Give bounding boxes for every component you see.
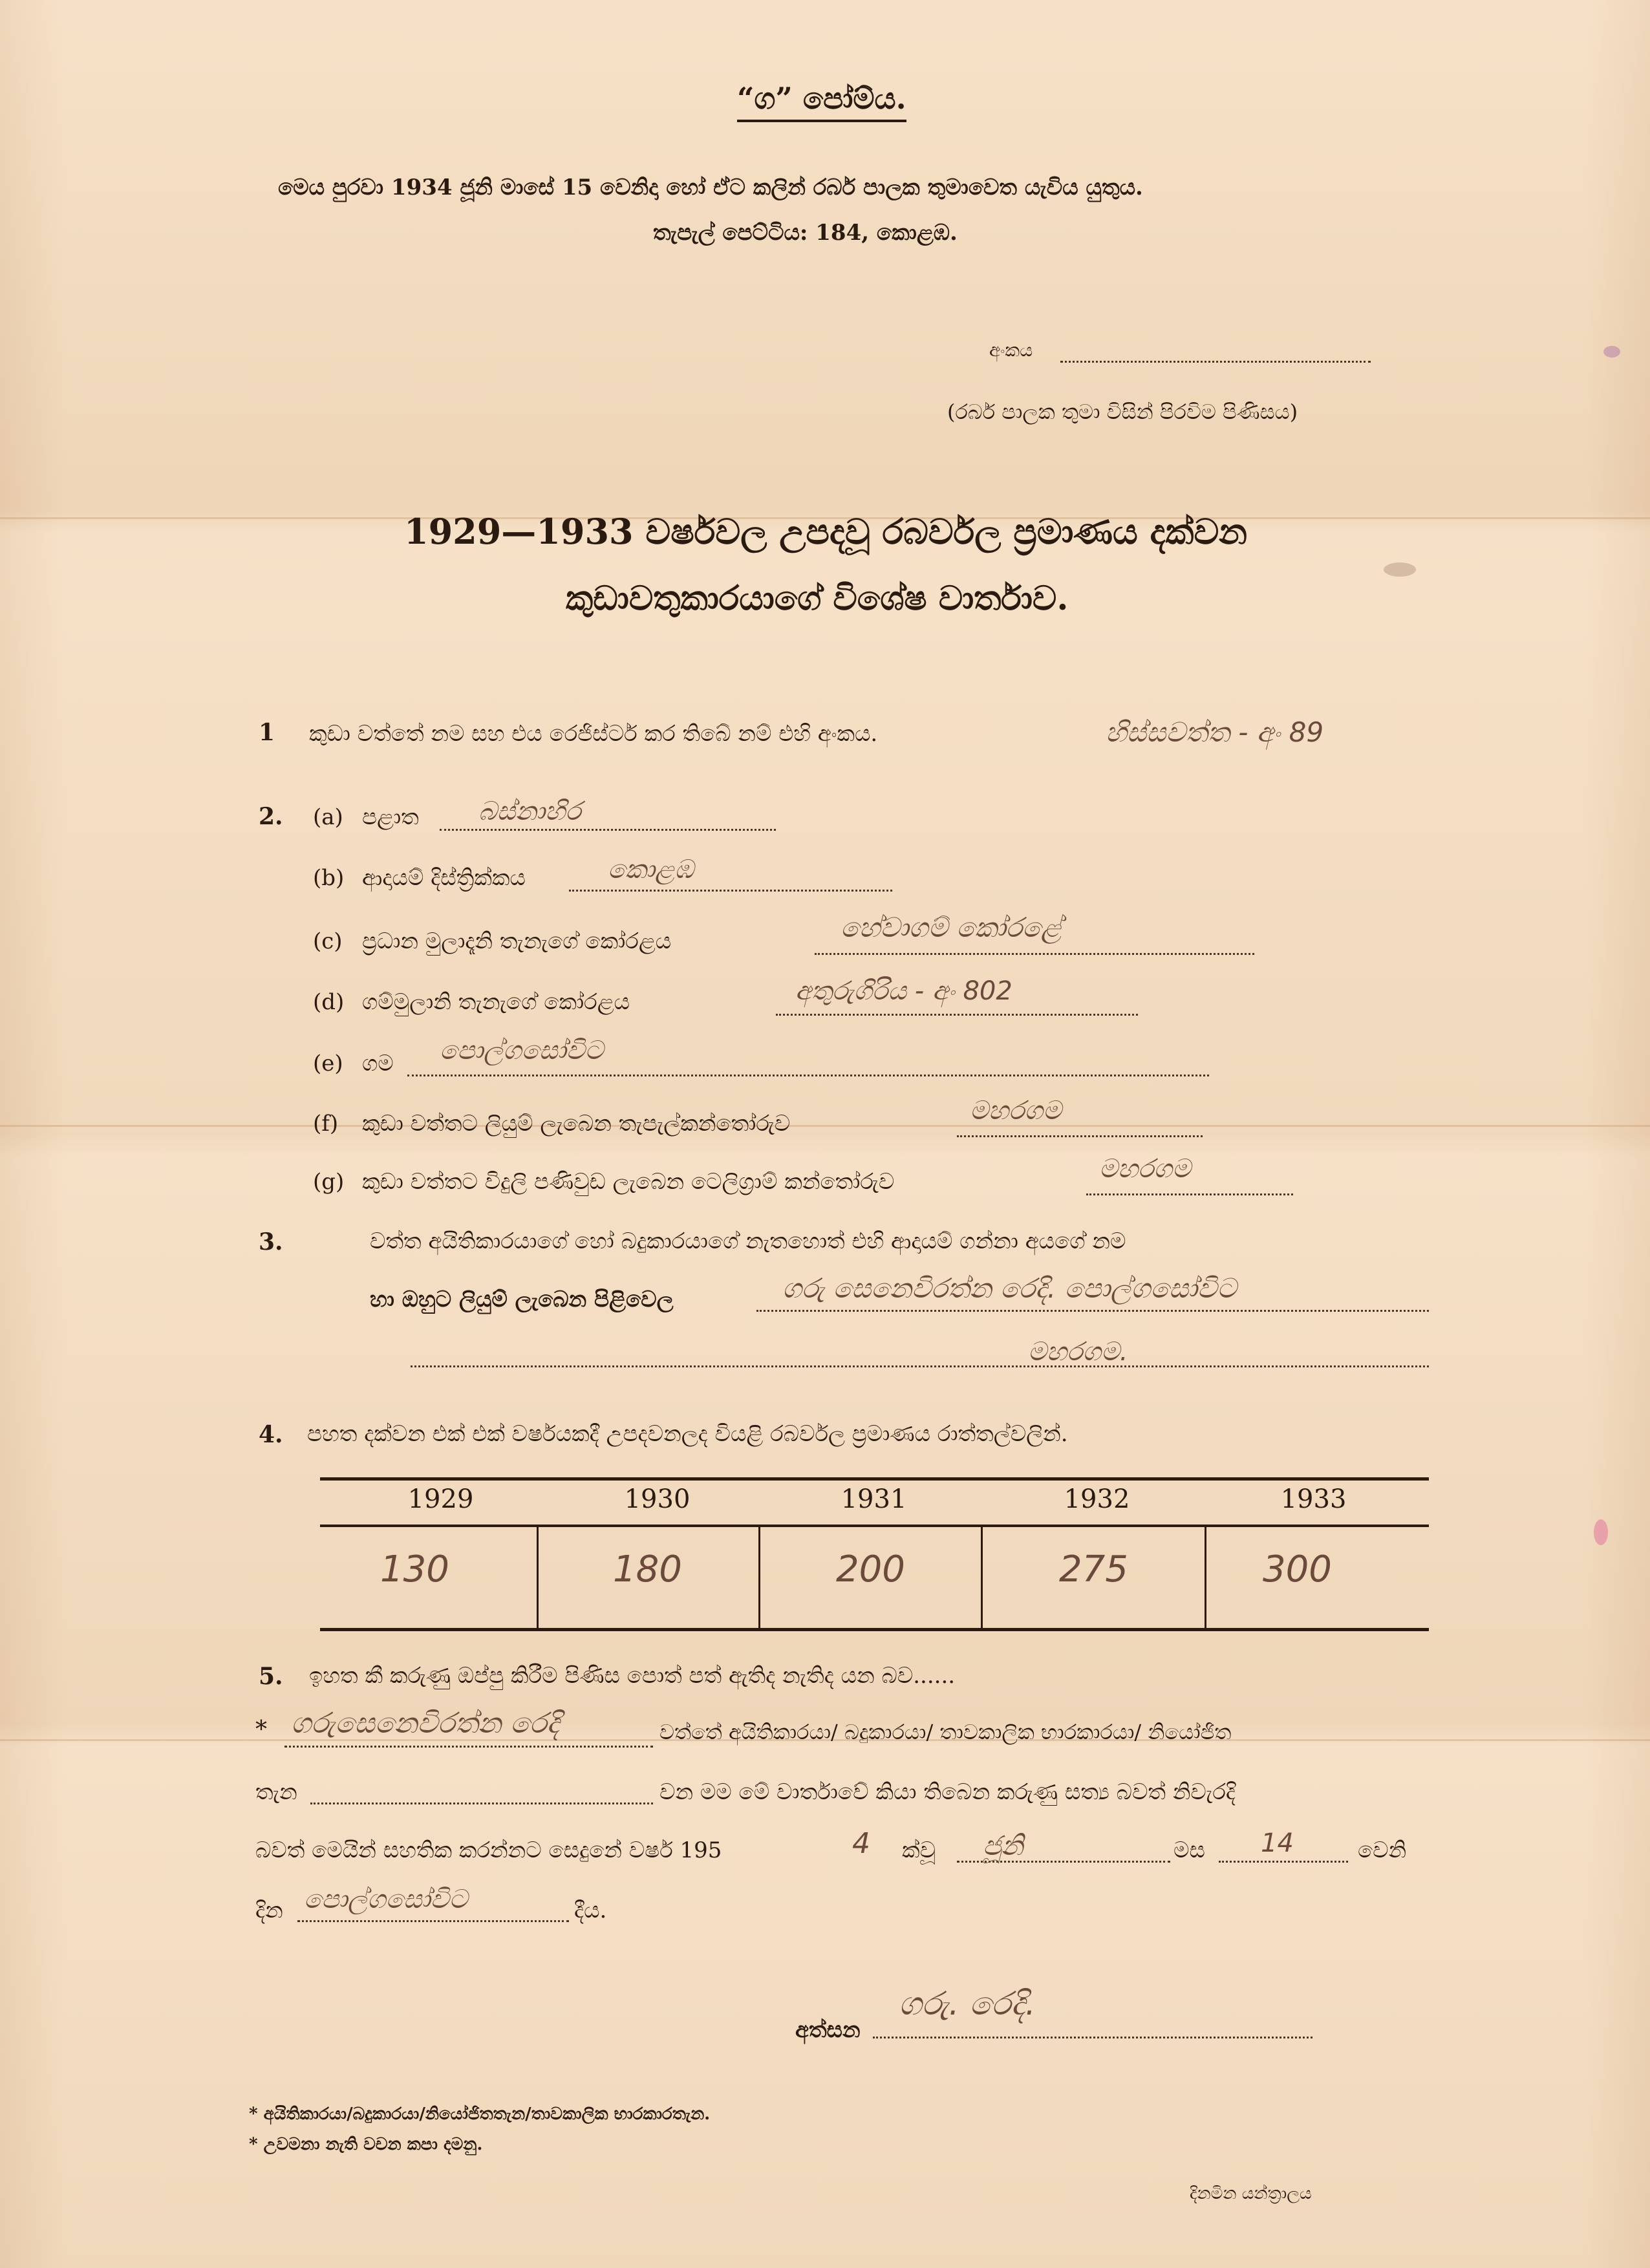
q2b-field[interactable] (569, 890, 892, 892)
q2b-letter: (b) (313, 865, 345, 891)
q2c-field[interactable] (815, 953, 1254, 955)
q5-year-digit[interactable]: 4 (852, 1827, 870, 1860)
q2c-label: ප්‍රධාන මුලාදෑනි තැනැගේ කෝරළය (362, 928, 672, 954)
q3-field-1[interactable] (756, 1310, 1429, 1312)
q5-place-answer: පොල්ගසෝවිට (304, 1885, 468, 1914)
yield-1931[interactable]: 200 (836, 1548, 905, 1590)
q5-label: ඉහත කී කරුණු ඔප්පු කිරීම පිණිස පොත් පත් ඇතිද නැතිද යන බව...... (309, 1663, 956, 1689)
q4-label: පහත දක්වන එක් එක් වර්ෂයකදී උපදවනලද වියළි රබර්වල ප්‍රමාණය රාත්තල්වලින්. (307, 1421, 1068, 1447)
q5-day-answer: 14 (1261, 1828, 1294, 1858)
signature: ගරු. රෙදි. (899, 1985, 1036, 2022)
q2-number: 2. (259, 803, 283, 830)
q2c-letter: (c) (313, 928, 343, 954)
q2e-answer: පොල්ගසෝවිට (440, 1036, 604, 1065)
year-header-1929: 1929 (407, 1484, 474, 1514)
q5-month-label: මස (1173, 1837, 1205, 1863)
q2e-label: ගම (362, 1051, 394, 1076)
number-label: අංකය (989, 339, 1033, 361)
number-field[interactable] (1060, 361, 1371, 363)
q5-year-suffix: ක්වූ (902, 1837, 936, 1863)
yield-1930[interactable]: 180 (613, 1548, 682, 1590)
q5-star: * (255, 1717, 267, 1743)
q1-number: 1 (259, 719, 275, 746)
q5-number: 5. (259, 1663, 283, 1690)
yield-1929[interactable]: 130 (380, 1548, 449, 1590)
footnote-2: * උවමනා නැති වචන කපා දමනු. (249, 2135, 483, 2154)
q4-number: 4. (259, 1421, 283, 1448)
q5-name-field[interactable] (284, 1746, 653, 1748)
q3-number: 3. (259, 1228, 283, 1256)
q2a-field[interactable] (440, 829, 776, 831)
instruction-text: මෙය පුරවා 1934 ජූනි මාසේ 15 වෙනිදා හෝ ඒට කලින් රබර් පාලක තුමාවෙත යැවිය යුතුය. (278, 175, 1143, 200)
q5-position-field[interactable] (310, 1803, 653, 1804)
signature-label: අත්සන (795, 2017, 861, 2043)
q2e-field[interactable] (407, 1075, 1209, 1076)
q3-line-2: හා ඔහුට ලියුම් ලැබෙන පිළිවෙල (370, 1287, 674, 1312)
table-header-rule (320, 1524, 1429, 1527)
q2g-label: කුඩා වත්තට විදුලි පණිවුඩ ලැබෙන ටෙලිග්‍රාම් කන්තෝරුව (362, 1169, 895, 1195)
q5-month-answer: ජූනි (983, 1830, 1023, 1861)
q2d-label: ගම්මුලානි තැනැගේ කෝරළය (362, 989, 630, 1015)
q3-line-1: වත්ත අයිතිකාරයාගේ හෝ බදුකාරයාගේ නැතහොත් එහි ආදායම් ගන්නා අයගේ නම (370, 1228, 1126, 1254)
q2f-field[interactable] (957, 1135, 1203, 1137)
q2g-answer: මහරගම (1099, 1154, 1191, 1184)
q5-name-answer: ගරුසෙනෙවිරත්න රෙදි (291, 1707, 560, 1740)
year-header-1930: 1930 (624, 1484, 691, 1514)
year-header-1933: 1933 (1280, 1484, 1347, 1514)
q2d-field[interactable] (776, 1014, 1138, 1016)
footnote-1: * අයිතිකාරයා/බදුකාරයා/නියෝජිතතැන/තාවකාලික භාරකාරතැන. (249, 2104, 711, 2124)
heading-line-2: කුඩාවතුකාරයාගේ විශේෂ වාර්තාව. (566, 579, 1069, 618)
q2b-answer: කොළඹ (608, 855, 694, 884)
printer-credit: දිනමින යන්ත්‍රාලය (1190, 2184, 1312, 2203)
q3-field-2[interactable] (411, 1365, 1429, 1367)
q2e-letter: (e) (313, 1051, 343, 1076)
q5-line-4-end: දීය. (574, 1898, 607, 1923)
q5-day-field[interactable] (1219, 1861, 1348, 1863)
q2b-label: ආදායම් දිස්ත්‍රික්කය (362, 865, 526, 891)
q5-day-suffix: වෙනි (1358, 1837, 1407, 1863)
q1-answer[interactable]: හිස්සවත්ත - අං 89 (1106, 716, 1324, 748)
q5-place-field[interactable] (297, 1920, 569, 1922)
q1-label: කුඩා වත්තේ නම සහ එය රෙජිස්ටර් කර තිබේ නම් එහි අංකය. (309, 721, 878, 747)
q5-line-2: වන මම මේ වාර්තාවේ කියා තිබෙන කරුණු සත්‍ය බවත් නිවැරදි (659, 1779, 1236, 1805)
signature-field[interactable] (873, 2037, 1312, 2038)
q2a-letter: (a) (313, 804, 343, 830)
table-top-rule (320, 1477, 1429, 1481)
year-header-1932: 1932 (1064, 1484, 1130, 1514)
office-use-note: (රබර් පාලක තුමා විසින් පිරවිම පිණිසය) (947, 400, 1298, 424)
q3-answer-2: මහරගම. (1028, 1337, 1128, 1367)
table-bottom-rule (320, 1628, 1429, 1631)
q2g-field[interactable] (1086, 1193, 1293, 1195)
year-header-1931: 1931 (841, 1484, 907, 1514)
q2c-answer: හේවාගම් කෝරළේ (841, 912, 1062, 943)
q5-line-3: බවත් මෙයින් සහතික කරන්නට සෙදුනේ වර්ෂ 195 (255, 1837, 722, 1863)
ink-mark (1384, 562, 1416, 577)
q2a-label: පළාත (362, 804, 419, 830)
q3-answer-1: ගරු සෙනෙවිරත්න රෙදි. පොල්ගසෝවිට (782, 1272, 1237, 1304)
q2f-label: කුඩා වත්තට ලියුම් ලැබෙන තැපැල්කන්තෝරුව (362, 1111, 791, 1137)
yield-1933[interactable]: 300 (1263, 1548, 1332, 1590)
ink-mark (1594, 1519, 1608, 1545)
ink-mark (1603, 346, 1620, 358)
yield-1932[interactable]: 275 (1059, 1548, 1128, 1590)
form-title: “ග” පෝම්ය. (737, 81, 906, 122)
q2d-letter: (d) (313, 989, 345, 1015)
q5-line-4-start: දින (255, 1898, 283, 1923)
q5-line-2-start: තැන (255, 1779, 297, 1805)
q2d-answer: අතුරුගිරිය - අං 802 (795, 976, 1012, 1006)
address-text: තැපැල් පෙට්ටිය: 184, කොළඹ. (653, 220, 958, 246)
q2f-letter: (f) (313, 1111, 339, 1137)
q2g-letter: (g) (313, 1169, 345, 1195)
q2f-answer: මහරගම (970, 1096, 1062, 1126)
q5-line-1: වත්තේ අයිතිකාරයා/ බදුකාරයා/ තාවකාලික භාරකාරයා/ නියෝජිත (659, 1720, 1232, 1744)
q2a-answer: බස්නාහිර (478, 797, 581, 826)
heading-line-1: 1929—1933 වර්ෂවල උපදවූ රබර්වල ප්‍රමාණය දක්වන (404, 511, 1248, 552)
